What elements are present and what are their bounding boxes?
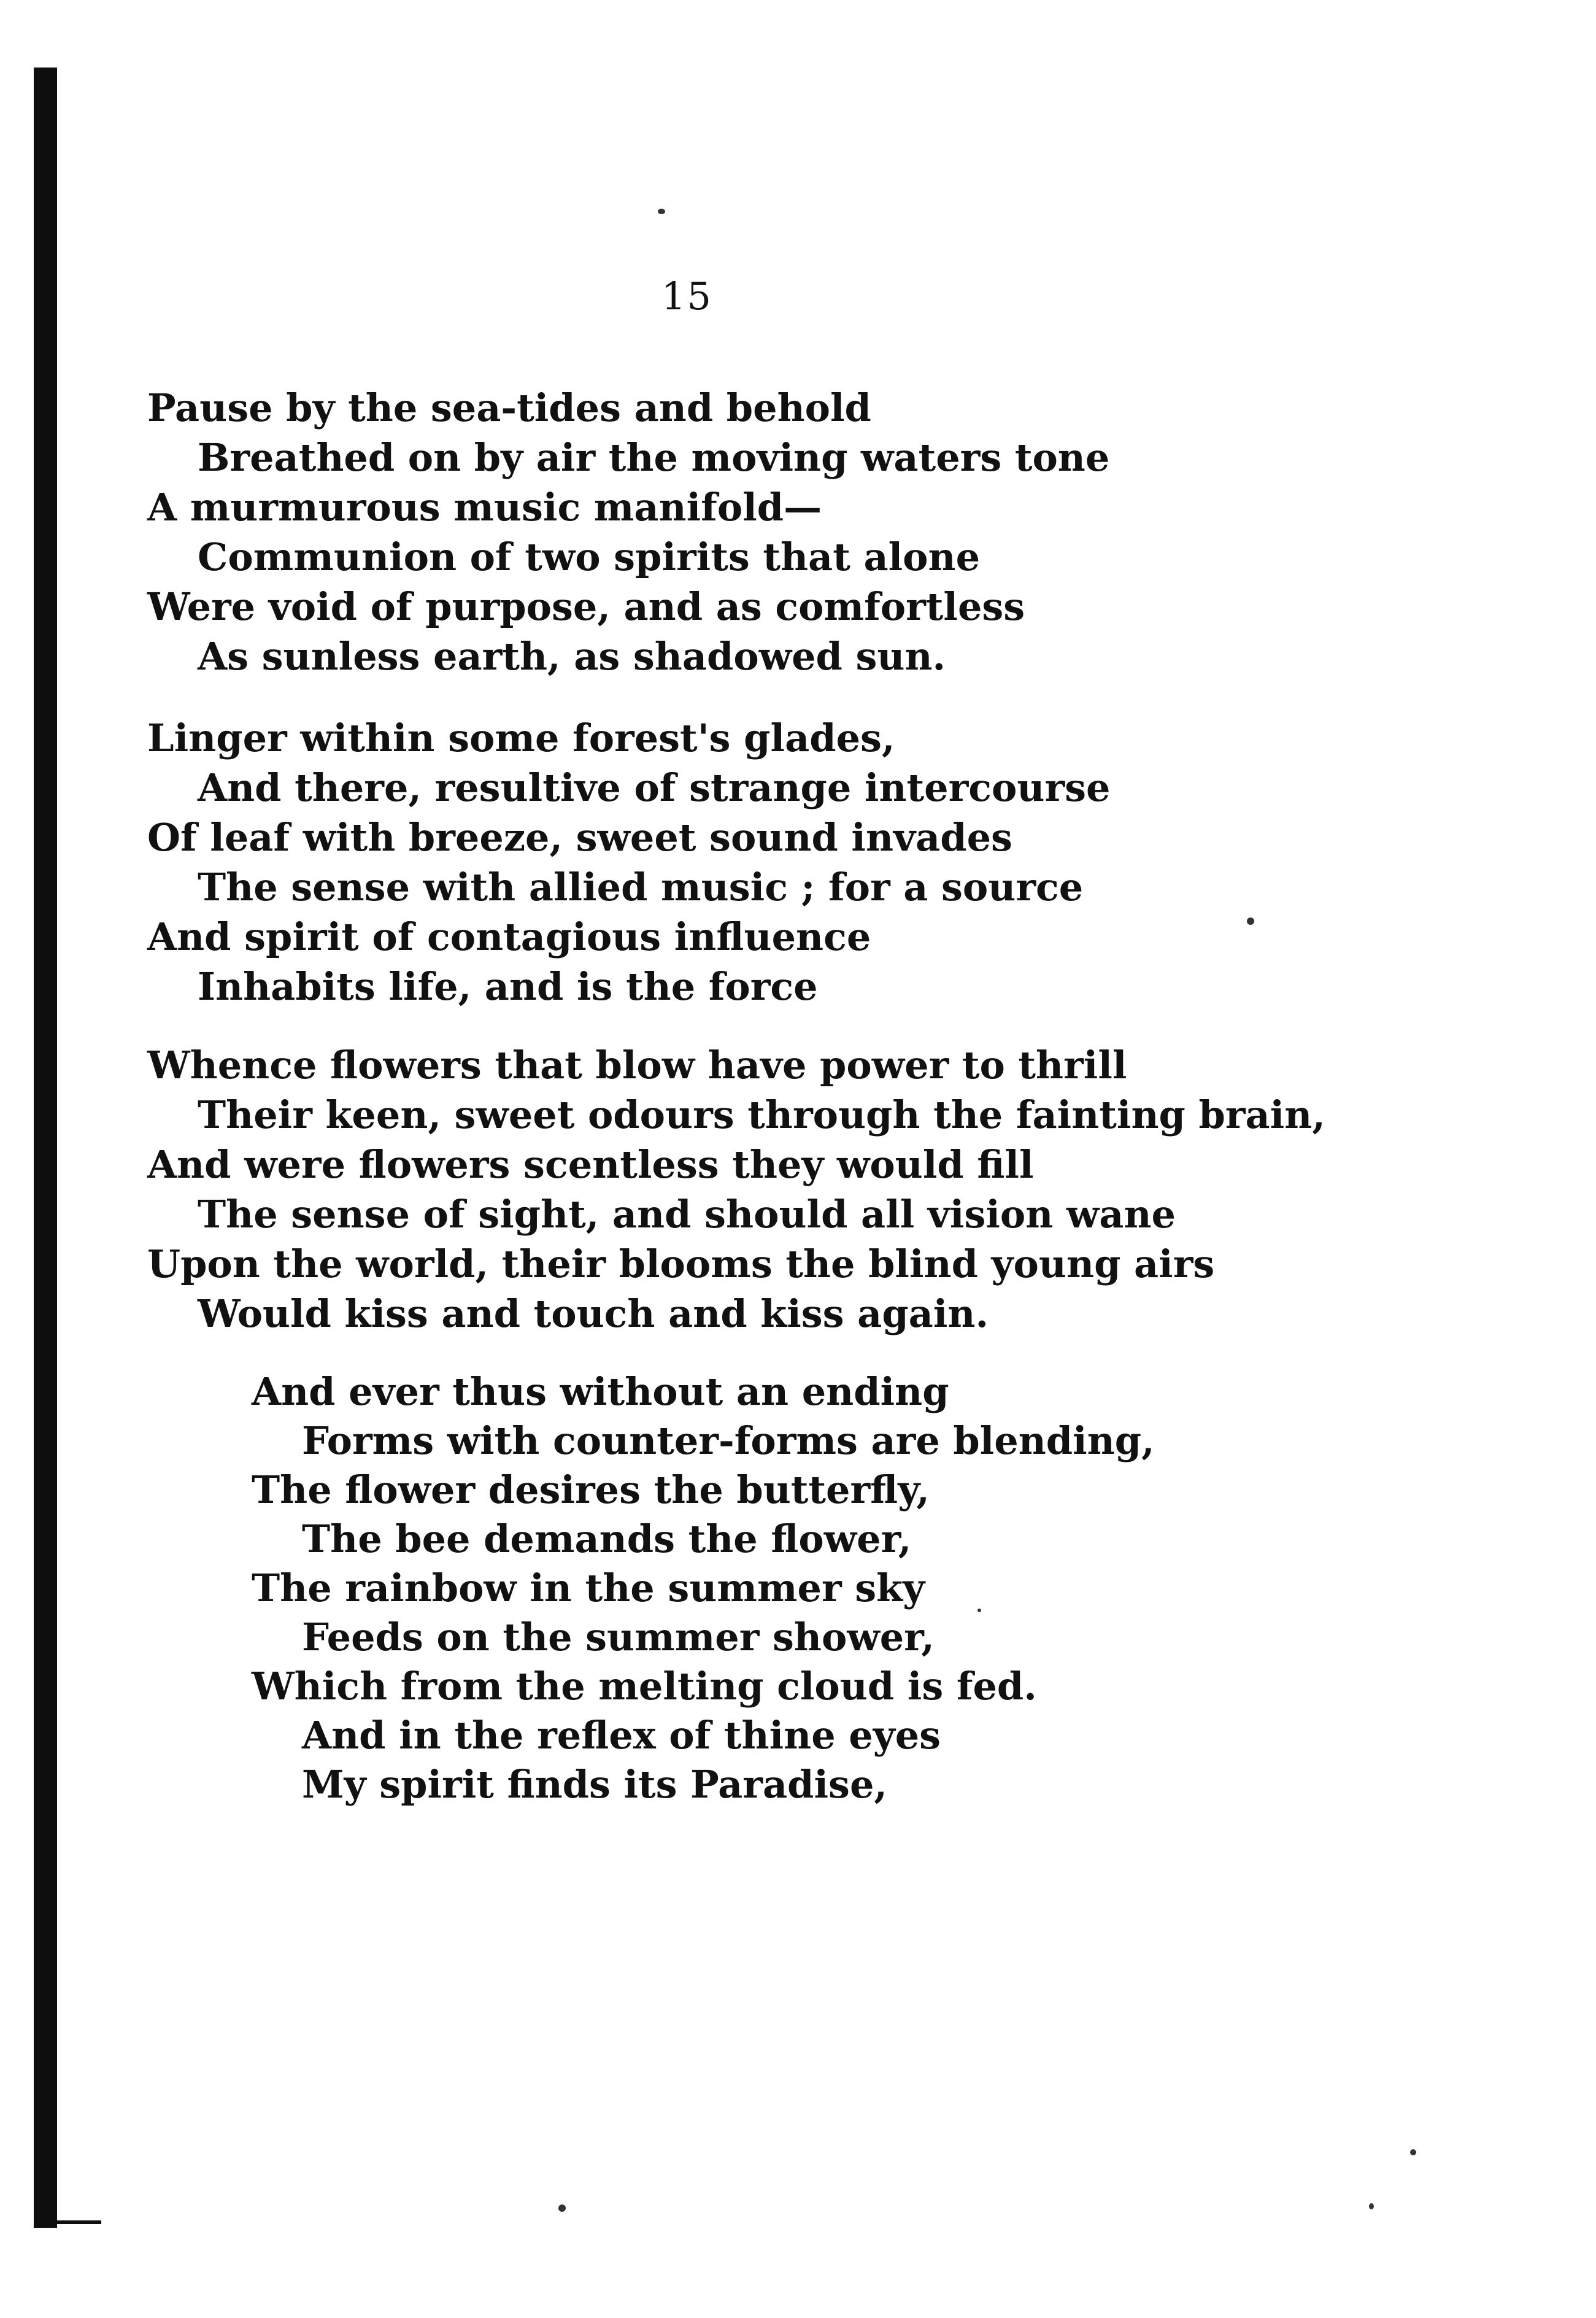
verse-line: Their keen, sweet odours through the fainting brain, [198,1092,1325,1137]
verse-line: Of leaf with breeze, sweet sound invades [147,815,1012,860]
verse-line: Were void of purpose, and as comfortless [147,584,1025,629]
verse-line: The sense with allied music ; for a source [198,865,1084,910]
verse-line: The rainbow in the summer sky [252,1566,925,1610]
scan-speck [1410,2149,1416,2155]
stanza-1 [147,383,1109,681]
verse-line: And spirit of contagious influence [147,914,871,959]
scan-speck [558,2204,566,2212]
verse-line: And in the reflex of thine eyes [302,1713,941,1758]
bottom-rule [34,2220,101,2224]
verse-line: A murmurous music manifold— [147,485,822,530]
verse-line: And were flowers scentless they would fill [147,1142,1034,1187]
verse-line: Forms with counter-forms are blending, [302,1418,1155,1463]
stanza-4 [252,1367,1155,1809]
verse-line: My spirit finds its Paradise, [302,1762,887,1807]
scan-speck [1247,918,1254,925]
verse-line: And there, resultive of strange intercourse [198,765,1111,810]
stanza-2 [147,713,1111,1011]
verse-line: The flower desires the butterfly, [252,1467,930,1512]
verse-line: Inhabits life, and is the force [198,964,818,1009]
binding-edge [34,68,57,2228]
verse-line: Would kiss and touch and kiss again. [198,1291,989,1336]
page-number: 15 [661,274,712,319]
verse-line: Linger within some forest's glades, [147,716,895,760]
verse-line: Pause by the sea-tides and behold [147,385,871,430]
stanza-3 [147,1040,1325,1339]
verse-line: As sunless earth, as shadowed sun. [198,634,946,679]
verse-line: And ever thus without an ending [252,1369,949,1414]
verse-line: Whence flowers that blow have power to thrill [147,1043,1127,1088]
verse-line: The bee demands the flower, [302,1516,912,1561]
verse-line: Communion of two spirits that alone [198,535,981,579]
verse-line: Upon the world, their blooms the blind young airs [147,1242,1215,1286]
verse-line: Breathed on by air the moving waters tone [198,435,1110,480]
verse-line: The sense of sight, and should all vision wane [198,1192,1176,1237]
scan-speck [1369,2203,1374,2209]
verse-line: Feeds on the summer shower, [302,1615,935,1659]
scan-speck [658,209,665,214]
verse-line: Which from the melting cloud is fed. [252,1664,1037,1709]
